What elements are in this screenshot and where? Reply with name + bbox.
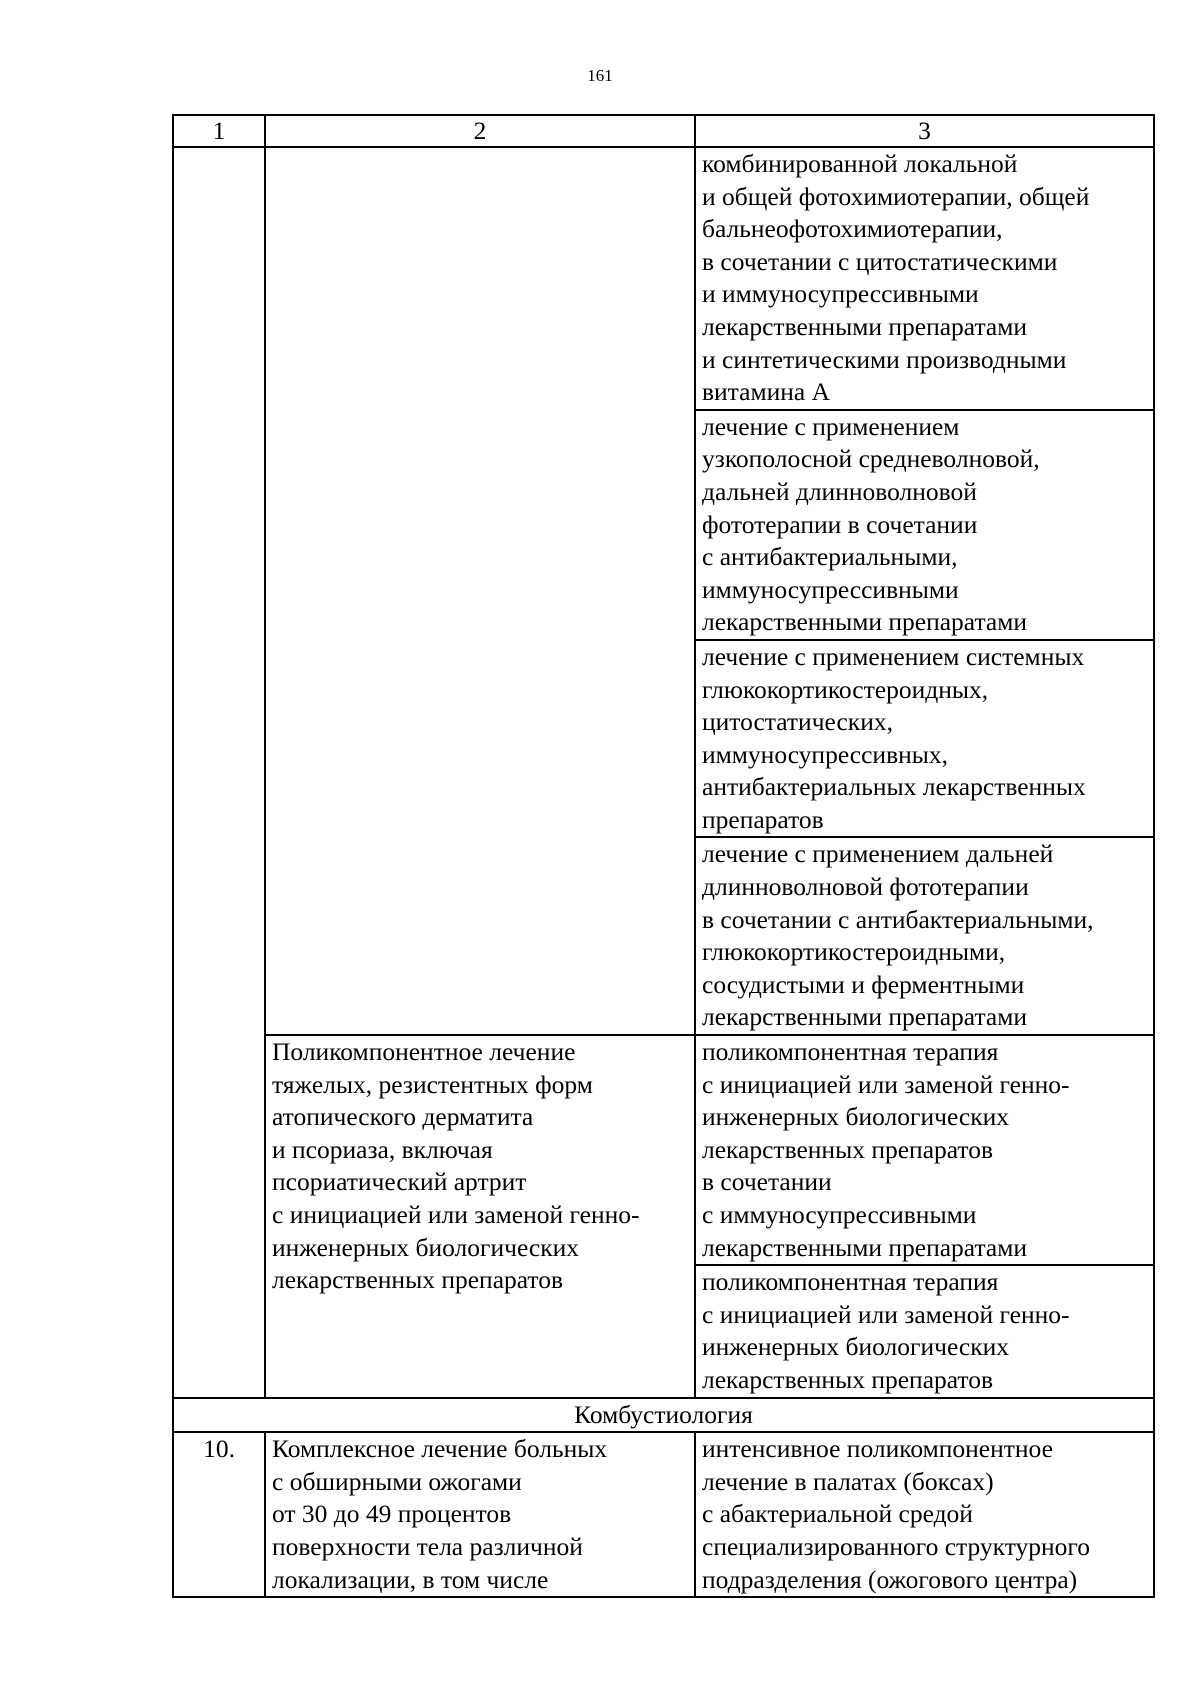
section-row <box>173 1398 1154 1433</box>
row-number: 10. <box>173 1432 265 1597</box>
column-header-2: 2 <box>265 115 695 147</box>
table-row <box>173 147 1154 410</box>
column-header-3: 3 <box>695 115 1154 147</box>
method-cell: лечение с применением системных глюкокортикостероидных, цитостатических, иммуносупрессивных, антибактериальных лекарственных препаратов <box>695 640 1154 838</box>
method-cell: поликомпонентная терапия с инициацией или заменой генно- инженерных биологических лекарственных препаратов в сочетании с иммуносупрессивными лекарственными препаратами <box>695 1035 1154 1265</box>
continued-description-cell <box>265 147 695 1035</box>
section-title: Комбустиология <box>173 1398 1154 1433</box>
continued-row-number-cell <box>173 147 265 1398</box>
table-header-row <box>173 115 1154 147</box>
method-cell: комбинированной локальной и общей фотохимиотерапии, общей бальнеофотохимиотерапии, в сочетании с цитостатическими и иммуносупрессивными лекарственными препаратами и синтетическими производными витамина А <box>695 147 1154 410</box>
column-header-1: 1 <box>173 115 265 147</box>
description-cell: Комплексное лечение больных с обширными ожогами от 30 до 49 процентов поверхности тела различной локализации, в том числе <box>265 1432 695 1597</box>
page-number: 161 <box>587 66 613 85</box>
method-cell: поликомпонентная терапия с инициацией или заменой генно- инженерных биологических лекарственных препаратов <box>695 1265 1154 1397</box>
method-cell: лечение с применением дальней длинноволновой фототерапии в сочетании с антибактериальными, глюкокортикостероидными, сосудистыми и ферментными лекарственными препаратами <box>695 837 1154 1035</box>
table-row <box>173 1432 1154 1597</box>
table-row <box>173 1035 1154 1265</box>
method-cell: интенсивное поликомпонентное лечение в палатах (боксах) с абактериальной средой специализированного структурного подразделения (ожогового центра) <box>695 1432 1154 1597</box>
description-cell: Поликомпонентное лечение тяжелых, резистентных форм атопического дерматита и псориаза, включая псориатический артрит с инициацией или заменой генно- инженерных биологических лекарственных препаратов <box>265 1035 695 1398</box>
document-table <box>172 114 1155 1598</box>
method-cell: лечение с применением узкополосной средневолновой, дальней длинноволновой фототерапии в сочетании с антибактериальными, иммуносупрессивными лекарственными препаратами <box>695 410 1154 640</box>
